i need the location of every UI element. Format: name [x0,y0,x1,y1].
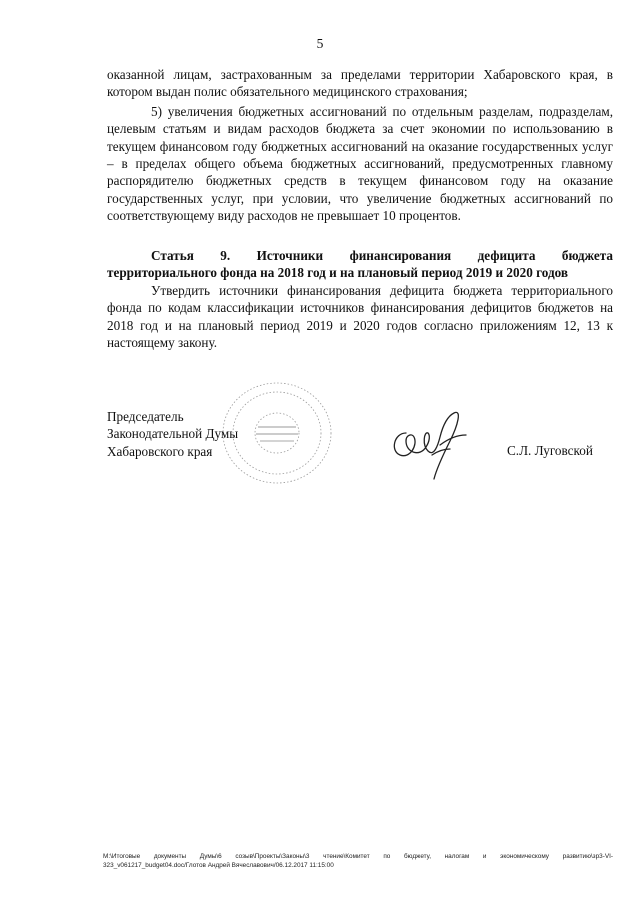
article-9-heading-line-2: территориального фонда на 2018 год и на плановый период 2019 и 2020 годов [107,265,569,281]
signer-title-line-1: Председатель [107,409,184,424]
article-9-paragraph: Утвердить источники финансирования дефицита бюджета территориального фонда по кодам классификации источников финансирования дефицитов бюджетов на 2018 год и на плановый период 2019 и 2020 годов согласно приложениям 12, 13 к настоящему закону. [107,282,613,351]
page-number: 5 [316,36,324,51]
signer-title-line-3: Хабаровского края [107,443,213,459]
signer-name: С.Л. Луговской [507,443,593,458]
article-9-heading [107,247,613,282]
document-body [107,66,613,225]
item-5-paragraph: 5) увеличения бюджетных ассигнований по отдельным разделам, подразделам, целевым статьям и видам расходов бюджета за счет экономии по использованию в текущем финансовом году бюджетных ассигнований на оказание государственных услуг – в пределах общего объема бюджетных ассигнований, предусмотренных главному распорядителю бюджетных средств в текущем финансовом году на оказание государственных услуг, при условии, что увеличение бюджетных ассигнований по соответствующему виду расходов не превышает 10 процентов. [107,103,613,224]
footer-line-2: 323_v061217_budget04.doc/Глотов Андрей Вячеславович/06.12.2017 11:15:00 [103,862,334,869]
signer-title-line-2: Законодательной Думы [107,426,239,442]
footer-line-1: M:\Итоговые документы Думы\6 созыв\Проекты\Законы\3 чтение\Комитет по бюджету, налогам и экономическому развитию\зр3-VI- [103,853,613,860]
continuation-paragraph: оказанной лицам, застрахованным за пределами территории Хабаровского края, в котором выдан полис обязательного медицинского страхования; [107,67,613,100]
article-9-heading-line-1: Статья 9. Источники финансирования дефицита бюджета [151,248,613,263]
handwritten-signature-icon [384,405,480,485]
signer-title [107,408,238,460]
article-9-section [107,247,613,351]
file-path-footer [103,852,613,870]
